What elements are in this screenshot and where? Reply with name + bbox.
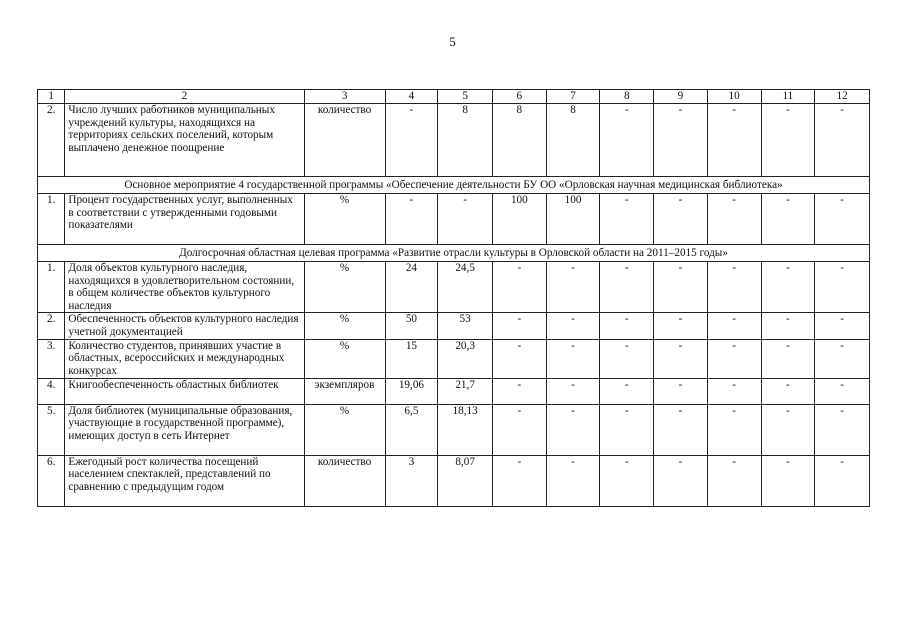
value-cell: - bbox=[600, 262, 654, 313]
value-cell: - bbox=[761, 455, 815, 506]
value-cell: 50 bbox=[385, 313, 438, 339]
table-row bbox=[38, 104, 870, 177]
header-cell: 8 bbox=[600, 90, 654, 104]
value-cell: 20,3 bbox=[438, 339, 493, 378]
header-cell: 4 bbox=[385, 90, 438, 104]
value-cell: 8 bbox=[438, 104, 493, 177]
value-cell: - bbox=[815, 262, 870, 313]
header-cell: 12 bbox=[815, 90, 870, 104]
value-cell: - bbox=[654, 104, 708, 177]
value-cell: - bbox=[654, 378, 708, 404]
value-cell: - bbox=[815, 313, 870, 339]
indicator-name: Доля библиотек (муниципальные образования, участвующие в государственной программе), имеющих доступ в сеть Интернет bbox=[65, 404, 304, 455]
section-row bbox=[38, 245, 870, 262]
value-cell: - bbox=[492, 455, 546, 506]
unit-cell: экземпляров bbox=[304, 378, 385, 404]
value-cell: 24,5 bbox=[438, 262, 493, 313]
value-cell: - bbox=[492, 404, 546, 455]
table-row bbox=[38, 378, 870, 404]
value-cell: - bbox=[438, 194, 493, 245]
value-cell: - bbox=[707, 194, 761, 245]
row-number: 1. bbox=[38, 262, 65, 313]
value-cell: - bbox=[707, 313, 761, 339]
value-cell: - bbox=[654, 262, 708, 313]
indicator-name: Число лучших работников муниципальных учреждений культуры, находящихся на территориях сельских поселений, которым выплачено денежное поощрение bbox=[65, 104, 304, 177]
value-cell: - bbox=[654, 339, 708, 378]
page-number: 5 bbox=[449, 34, 456, 49]
value-cell: - bbox=[815, 194, 870, 245]
indicator-name: Обеспеченность объектов культурного наследия учетной документацией bbox=[65, 313, 304, 339]
value-cell: - bbox=[600, 455, 654, 506]
value-cell: - bbox=[385, 194, 438, 245]
value-cell: - bbox=[600, 404, 654, 455]
value-cell: 24 bbox=[385, 262, 438, 313]
value-cell: 100 bbox=[492, 194, 546, 245]
row-number: 6. bbox=[38, 455, 65, 506]
value-cell: - bbox=[815, 455, 870, 506]
header-cell: 5 bbox=[438, 90, 493, 104]
table-row bbox=[38, 262, 870, 313]
header-cell: 3 bbox=[304, 90, 385, 104]
value-cell: - bbox=[654, 194, 708, 245]
value-cell: - bbox=[654, 455, 708, 506]
unit-cell: % bbox=[304, 262, 385, 313]
unit-cell: количество bbox=[304, 455, 385, 506]
unit-cell: количество bbox=[304, 104, 385, 177]
value-cell: 3 bbox=[385, 455, 438, 506]
value-cell: - bbox=[815, 104, 870, 177]
value-cell: 19,06 bbox=[385, 378, 438, 404]
header-cell: 9 bbox=[654, 90, 708, 104]
value-cell: - bbox=[761, 194, 815, 245]
value-cell: - bbox=[815, 404, 870, 455]
value-cell: - bbox=[546, 378, 600, 404]
section-title: Долгосрочная областная целевая программа «Развитие отрасли культуры в Орловской области на 2011–2015 годы» bbox=[38, 245, 870, 262]
table-row bbox=[38, 194, 870, 245]
value-cell: - bbox=[707, 455, 761, 506]
indicator-name: Количество студентов, принявших участие в областных, всероссийских и международных конкурсах bbox=[65, 339, 304, 378]
row-number: 4. bbox=[38, 378, 65, 404]
table-row bbox=[38, 455, 870, 506]
value-cell: - bbox=[707, 378, 761, 404]
value-cell: 8 bbox=[492, 104, 546, 177]
value-cell: 15 bbox=[385, 339, 438, 378]
header-cell: 11 bbox=[761, 90, 815, 104]
unit-cell: % bbox=[304, 339, 385, 378]
value-cell: - bbox=[546, 404, 600, 455]
indicator-name: Книгообеспеченность областных библиотек bbox=[65, 378, 304, 404]
row-number: 5. bbox=[38, 404, 65, 455]
row-number: 3. bbox=[38, 339, 65, 378]
value-cell: - bbox=[761, 404, 815, 455]
value-cell: - bbox=[600, 104, 654, 177]
value-cell: - bbox=[600, 378, 654, 404]
value-cell: - bbox=[761, 313, 815, 339]
row-number: 2. bbox=[38, 104, 65, 177]
value-cell: - bbox=[761, 339, 815, 378]
value-cell: - bbox=[815, 378, 870, 404]
value-cell: - bbox=[600, 339, 654, 378]
value-cell: 53 bbox=[438, 313, 493, 339]
value-cell: - bbox=[707, 262, 761, 313]
value-cell: - bbox=[815, 339, 870, 378]
section-row bbox=[38, 177, 870, 194]
value-cell: 21,7 bbox=[438, 378, 493, 404]
header-cell: 2 bbox=[65, 90, 304, 104]
value-cell: - bbox=[707, 104, 761, 177]
value-cell: - bbox=[492, 262, 546, 313]
row-number: 1. bbox=[38, 194, 65, 245]
table-header-row bbox=[38, 90, 870, 104]
value-cell: 8,07 bbox=[438, 455, 493, 506]
table-row bbox=[38, 313, 870, 339]
value-cell: - bbox=[492, 313, 546, 339]
header-cell: 6 bbox=[492, 90, 546, 104]
value-cell: 18,13 bbox=[438, 404, 493, 455]
table-row bbox=[38, 404, 870, 455]
value-cell: - bbox=[761, 104, 815, 177]
indicator-name: Процент государственных услуг, выполненных в соответствии с утвержденными годовыми показателями bbox=[65, 194, 304, 245]
value-cell: - bbox=[385, 104, 438, 177]
indicator-name: Доля объектов культурного наследия, находящихся в удовлетворительном состоянии, в общем количестве объектов культурного наследия bbox=[65, 262, 304, 313]
value-cell: - bbox=[707, 339, 761, 378]
value-cell: - bbox=[492, 378, 546, 404]
row-number: 2. bbox=[38, 313, 65, 339]
value-cell: - bbox=[546, 455, 600, 506]
value-cell: 6,5 bbox=[385, 404, 438, 455]
value-cell: - bbox=[546, 262, 600, 313]
unit-cell: % bbox=[304, 313, 385, 339]
indicators-table bbox=[37, 89, 870, 507]
unit-cell: % bbox=[304, 404, 385, 455]
value-cell: - bbox=[600, 194, 654, 245]
value-cell: - bbox=[654, 404, 708, 455]
value-cell: - bbox=[761, 262, 815, 313]
value-cell: - bbox=[707, 404, 761, 455]
unit-cell: % bbox=[304, 194, 385, 245]
value-cell: 8 bbox=[546, 104, 600, 177]
header-cell: 10 bbox=[707, 90, 761, 104]
value-cell: - bbox=[654, 313, 708, 339]
indicator-name: Ежегодный рост количества посещений населением спектаклей, представлений по сравнению с предыдущим годом bbox=[65, 455, 304, 506]
value-cell: - bbox=[600, 313, 654, 339]
value-cell: - bbox=[546, 339, 600, 378]
header-cell: 1 bbox=[38, 90, 65, 104]
header-cell: 7 bbox=[546, 90, 600, 104]
value-cell: 100 bbox=[546, 194, 600, 245]
section-title: Основное мероприятие 4 государственной программы «Обеспечение деятельности БУ ОО «Орловская научная медицинская библиотека» bbox=[38, 177, 870, 194]
value-cell: - bbox=[761, 378, 815, 404]
table-row bbox=[38, 339, 870, 378]
value-cell: - bbox=[546, 313, 600, 339]
value-cell: - bbox=[492, 339, 546, 378]
